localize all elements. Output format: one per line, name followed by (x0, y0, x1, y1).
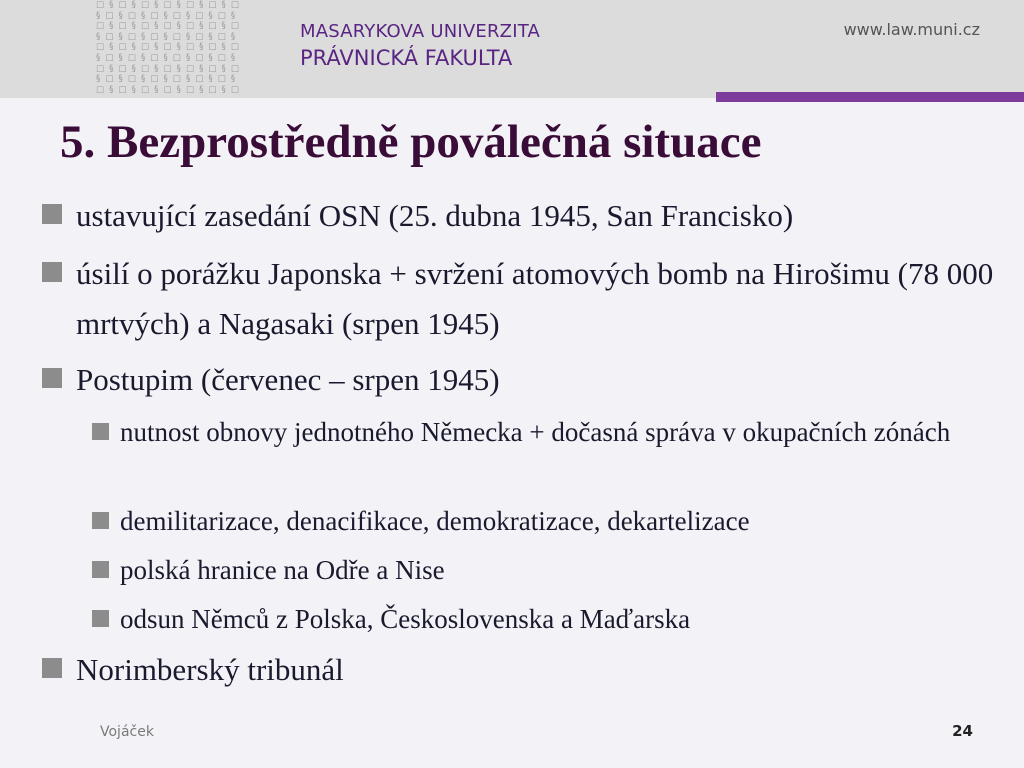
footer-author: Vojáček (100, 724, 154, 740)
sub-list-item (92, 550, 1002, 590)
square-bullet-icon (92, 561, 109, 578)
list-item-text: Postupim (červenec – srpen 1945) (76, 362, 500, 397)
list-item-text: úsilí o porážku Japonska + svržení atomových bomb na Hirošimu (78 000 mrtvých) a Nagasaki (srpen 1945) (76, 256, 994, 341)
square-bullet-icon (42, 368, 62, 388)
list-item-text: Norimberský tribunál (76, 652, 344, 687)
square-bullet-icon (92, 423, 109, 440)
page-number: 24 (952, 722, 973, 740)
list-item (42, 249, 1012, 349)
list-item (42, 191, 1012, 241)
sub-list-item-text: polská hranice na Odře a Nise (120, 555, 445, 585)
sub-list-item-text: odsun Němců z Polska, Československa a Maďarska (120, 604, 691, 634)
sub-list-item (92, 501, 1002, 541)
section-symbol-pattern: □ § □ § □ § □ § □ § □ § □ § □ § □ § □ § □ § □ § □ § □ § □ § □ § □ § □ § □ § □ § □ § □ § □ § □ § □ § □ § □ § □ § □ § □ § □ § □ § □ § □ § □ § □ § □ § □ § □ § □ § □ § □ § □ § □ § □ § □ § □ § □ § □ § □ § □ § □ § □ § □ § □ § □ § □ § □ § □ (96, 0, 241, 95)
accent-bar (716, 92, 1024, 102)
square-bullet-icon (42, 204, 62, 224)
list-item-text: ustavující zasedání OSN (25. dubna 1945, San Francisko) (76, 198, 794, 233)
sub-list-item (92, 412, 1002, 452)
list-item (42, 645, 1012, 695)
faculty-name: PRÁVNICKÁ FAKULTA (300, 46, 513, 70)
website-url[interactable]: www.law.muni.cz (843, 20, 980, 39)
header-band (0, 0, 1024, 98)
square-bullet-icon (42, 658, 62, 678)
list-item (42, 355, 1012, 405)
sub-list-item-text: demilitarizace, denacifikace, demokratizace, dekartelizace (120, 506, 750, 536)
sub-list-item-text: nutnost obnovy jednotného Německa + dočasná správa v okupačních zónách (120, 417, 951, 447)
square-bullet-icon (42, 262, 62, 282)
square-bullet-icon (92, 610, 109, 627)
slide-title: 5. Bezprostředně poválečná situace (60, 116, 762, 168)
square-bullet-icon (92, 512, 109, 529)
sub-list-item (92, 599, 1002, 639)
university-name: MASARYKOVA UNIVERZITA (300, 21, 541, 42)
